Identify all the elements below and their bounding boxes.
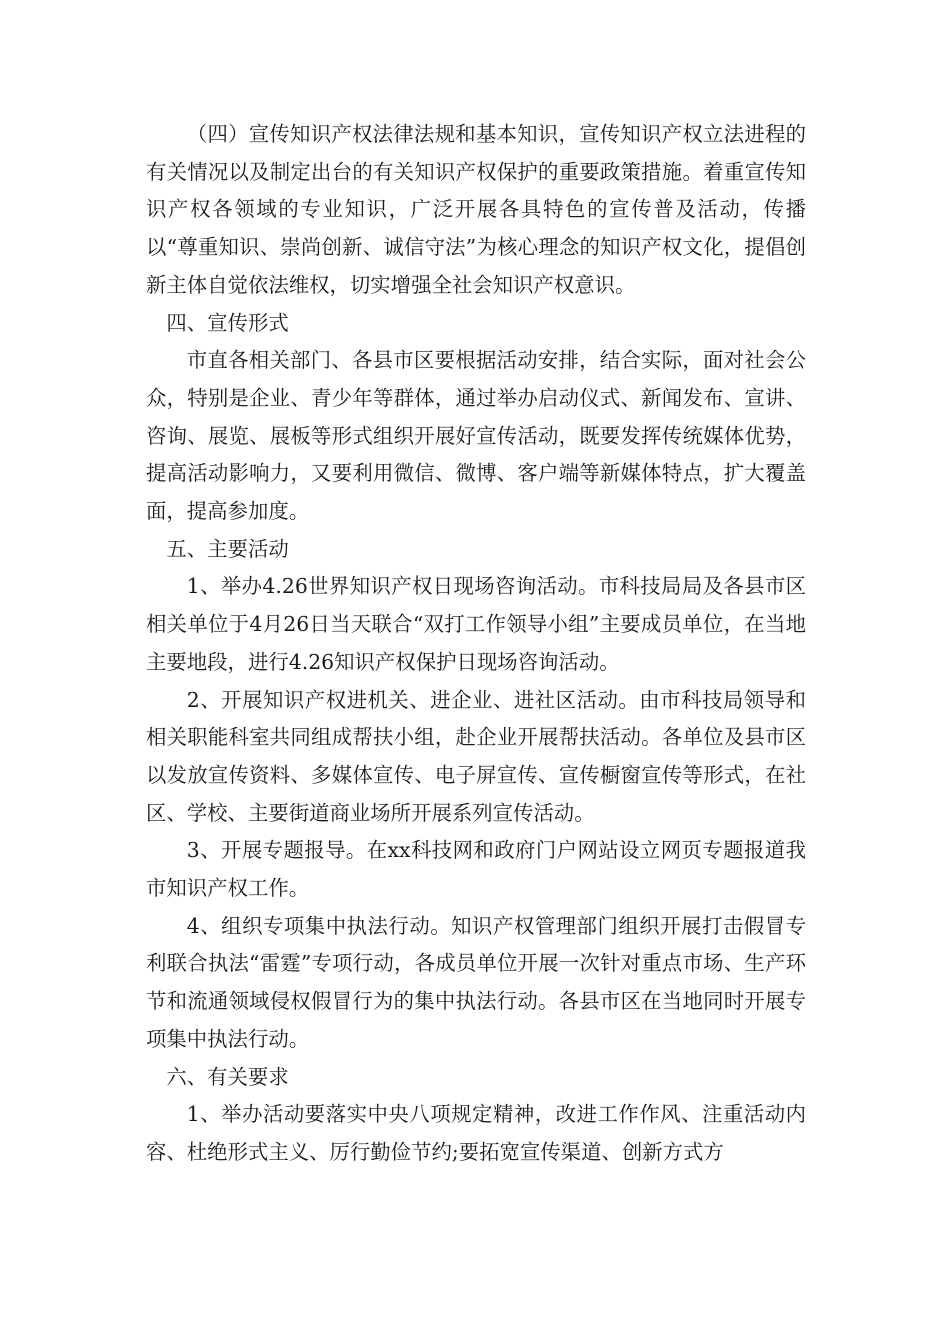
section-heading-main-activities: 五、主要活动	[166, 536, 289, 561]
paragraph-activity-2: 2、开展知识产权进机关、进企业、进社区活动。由市科技局领导和相关职能科室共同组成帮扶小组，赴企业开展帮扶活动。各单位及县市区以发放宣传资料、多媒体宣传、电子屏宣传、宣传橱窗宣传等形式，在社区、学校、主要街道商业场所开展系列宣传活动。	[146, 687, 806, 825]
paragraph-publicity-form: 市直各相关部门、各县市区要根据活动安排，结合实际，面对社会公众，特别是企业、青少年等群体，通过举办启动仪式、新闻发布、宣讲、咨询、展览、展板等形式组织开展好宣传活动，既要发挥传统媒体优势，提高活动影响力，又要利用微信、微博、客户端等新媒体特点，扩大覆盖面，提高参加度。	[146, 348, 806, 524]
section-heading-requirements: 六、有关要求	[166, 1064, 289, 1089]
paragraph-requirement-1: 1、举办活动要落实中央八项规定精神，改进工作作风、注重活动内容、杜绝形式主义、厉行勤俭节约;要拓宽宣传渠道、创新方式方	[146, 1102, 806, 1164]
paragraph-activity-1: 1、举办4.26世界知识产权日现场咨询活动。市科技局局及各县市区相关单位于4月26日当天联合“双打工作领导小组”主要成员单位，在当地主要地段，进行4.26知识产权保护日现场咨询活动。	[146, 574, 806, 674]
paragraph-activity-4: 4、组织专项集中执法行动。知识产权管理部门组织开展打击假冒专利联合执法“雷霆”专项行动，各成员单位开展一次针对重点市场、生产环节和流通领域侵权假冒行为的集中执法行动。各县市区在当地同时开展专项集中执法行动。	[146, 913, 806, 1051]
paragraph-publicity-content: （四）宣传知识产权法律法规和基本知识，宣传知识产权立法进程的有关情况以及制定出台的有关知识产权保护的重要政策措施。着重宣传知识产权各领域的专业知识，广泛开展各具特色的宣传普及活动，传播以“尊重知识、崇尚创新、诚信守法”为核心理念的知识产权文化，提倡创新主体自觉依法维权，切实增强全社会知识产权意识。	[146, 122, 806, 297]
paragraph-activity-3: 3、开展专题报导。在xx科技网和政府门户网站设立网页专题报道我市知识产权工作。	[146, 838, 806, 901]
section-heading-publicity-form: 四、宣传形式	[166, 310, 289, 335]
document-body	[146, 116, 806, 1172]
